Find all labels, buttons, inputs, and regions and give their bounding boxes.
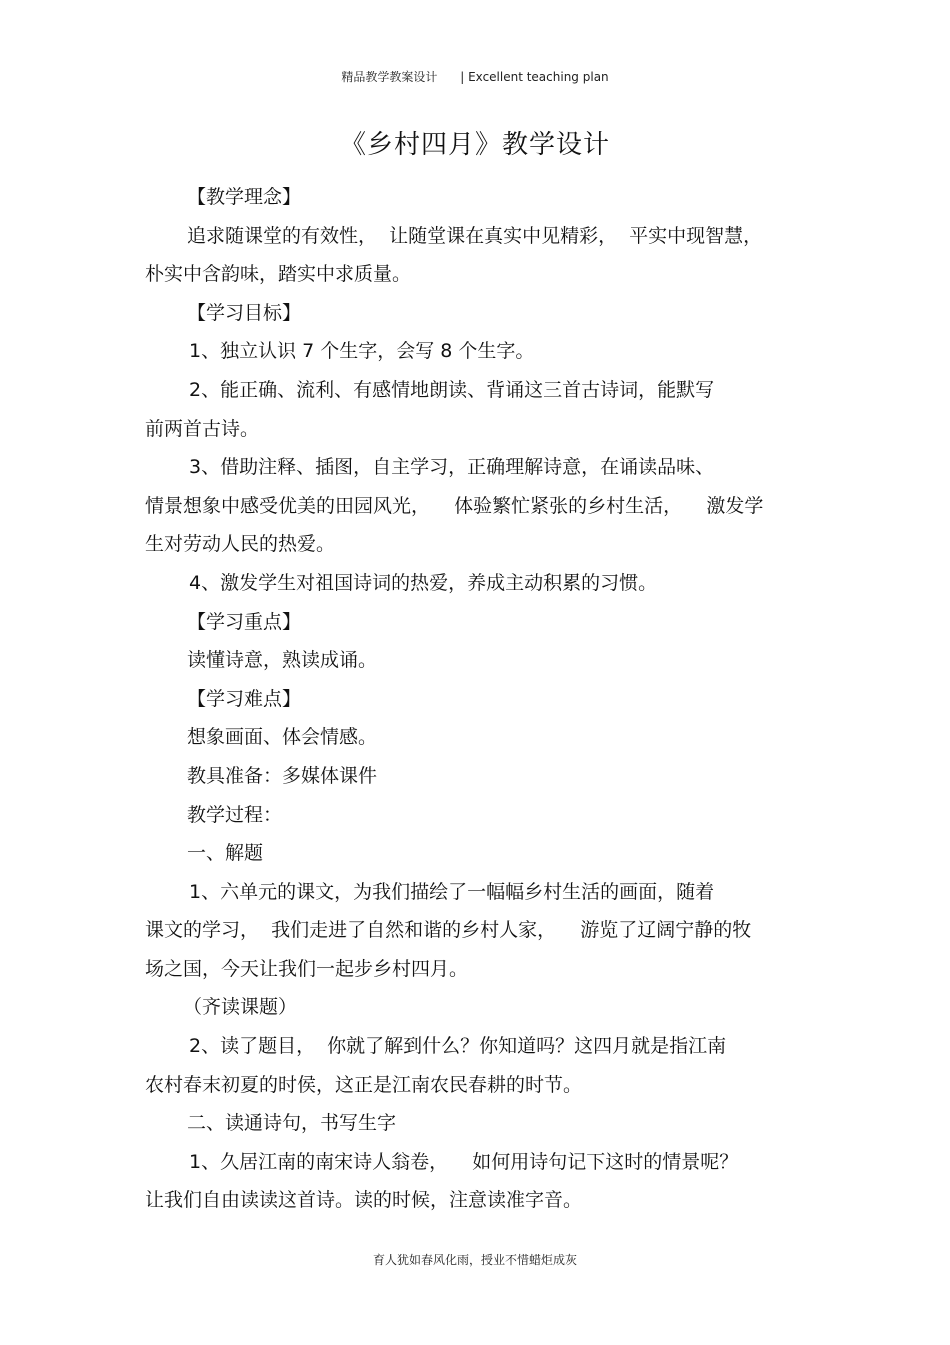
section-heading-step-2: 二、读通诗句，书写生字 (187, 1112, 397, 1135)
header-left: 精品教学教案设计 (341, 70, 438, 84)
paragraph-line: 朴实中含韵味，踏实中求质量。 (145, 263, 412, 286)
paragraph-line: 追求随课堂的有效性， 让随堂课在真实中见精彩， 平实中现智慧， (187, 224, 763, 247)
paragraph-line: 课文的学习， 我们走进了自然和谐的乡村人家， 游览了辽阔宁静的牧 (145, 919, 752, 942)
paragraph-line: 场之国，今天让我们一起步乡村四月。 (145, 957, 469, 980)
section-heading-learning-goals: 【学习目标】 (187, 301, 302, 324)
list-item: 3、借助注释、插图，自主学习，正确理解诗意，在诵读品味、 (189, 456, 715, 479)
list-item: 2、能正确、流利、有感情地朗读、背诵这三首古诗词，能默写 (189, 378, 715, 401)
paragraph-line: 教具准备：多媒体课件 (187, 764, 378, 787)
list-item: 1、独立认识 7 个生字，会写 8 个生字。 (189, 340, 535, 363)
paragraph-line: 前两首古诗。 (145, 417, 260, 440)
section-heading-difficulties: 【学习难点】 (187, 687, 302, 710)
paragraph-line: 教学过程： (187, 803, 283, 826)
paragraph-line: 读懂诗意，熟读成诵。 (187, 649, 378, 672)
paragraph-line: 情景想象中感受优美的田园风光， 体验繁忙紧张的乡村生活， 激发学 (145, 494, 764, 517)
document-body (145, 178, 810, 1220)
paragraph-line: 农村春末初夏的时侯，这正是江南农民春耕的时节。 (145, 1073, 583, 1096)
paragraph-line: 想象画面、体会情感。 (187, 726, 378, 749)
paragraph-line: （齐读课题） (183, 996, 298, 1019)
document-title: 《乡村四月》教学设计 (339, 130, 610, 160)
section-heading-teaching-concept: 【教学理念】 (187, 186, 302, 208)
list-item: 1、久居江南的南宋诗人翁卷， 如何用诗句记下这时的情景呢？ (189, 1150, 739, 1173)
list-item: 1、六单元的课文，为我们描绘了一幅幅乡村生活的画面，随着 (189, 880, 715, 903)
section-heading-key-points: 【学习重点】 (187, 610, 302, 633)
page-footer: 育人犹如春风化雨，授业不惜蜡炬成灰 (372, 1253, 577, 1267)
list-item: 4、激发学生对祖国诗词的热爱，养成主动积累的习惯。 (189, 571, 658, 594)
section-heading-step-1: 一、解题 (187, 842, 264, 865)
paragraph-line: 生对劳动人民的热爱。 (145, 533, 336, 556)
header-right: | Excellent teaching plan (460, 70, 609, 84)
paragraph-line: 让我们自由读读这首诗。读的时候，注意读准字音。 (145, 1189, 583, 1212)
list-item: 2、读了题目， 你就了解到什么？你知道吗？这四月就是指江南 (189, 1035, 727, 1058)
page-header (0, 68, 950, 85)
